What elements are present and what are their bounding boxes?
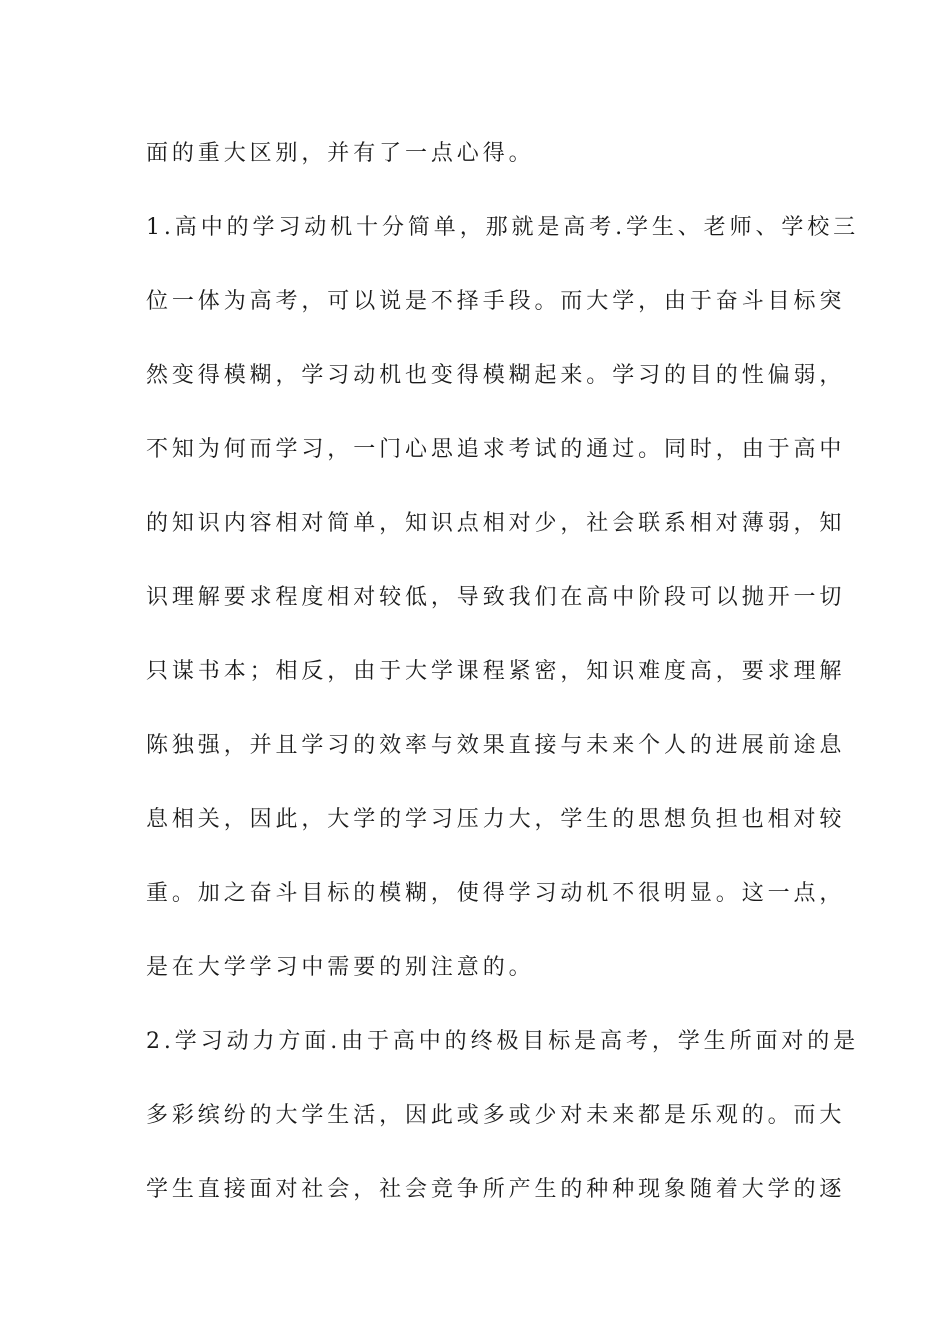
text-line: 不知为何而学习，一门心思追求考试的通过。同时，由于高中 [146, 437, 846, 462]
text-line: 的知识内容相对简单，知识点相对少，社会联系相对薄弱，知 [146, 511, 846, 536]
text-line: 陈独强，并且学习的效率与效果直接与未来个人的进展前途息 [146, 733, 846, 758]
text-line: 识理解要求程度相对较低，导致我们在高中阶段可以抛开一切 [146, 585, 846, 610]
text-line: 2.学习动力方面.由于高中的终极目标是高考，学生所面对的是 [146, 1029, 860, 1054]
text-line: 重。加之奋斗目标的模糊，使得学习动机不很明显。这一点， [146, 881, 846, 906]
text-line: 然变得模糊，学习动机也变得模糊起来。学习的目的性偏弱， [146, 363, 846, 388]
text-line: 1.高中的学习动机十分简单，那就是高考.学生、老师、学校三 [146, 215, 860, 240]
text-line: 学生直接面对社会，社会竞争所产生的种种现象随着大学的逐 [146, 1177, 846, 1202]
text-line: 息相关，因此，大学的学习压力大，学生的思想负担也相对较 [146, 807, 846, 832]
text-line: 只谋书本；相反，由于大学课程紧密，知识难度高，要求理解 [146, 659, 846, 684]
text-line: 是在大学学习中需要的别注意的。 [146, 955, 535, 980]
text-line: 位一体为高考，可以说是不择手段。而大学，由于奋斗目标突 [146, 289, 846, 314]
text-line: 多彩缤纷的大学生活，因此或多或少对未来都是乐观的。而大 [146, 1103, 846, 1128]
text-line: 面的重大区别，并有了一点心得。 [146, 141, 535, 166]
